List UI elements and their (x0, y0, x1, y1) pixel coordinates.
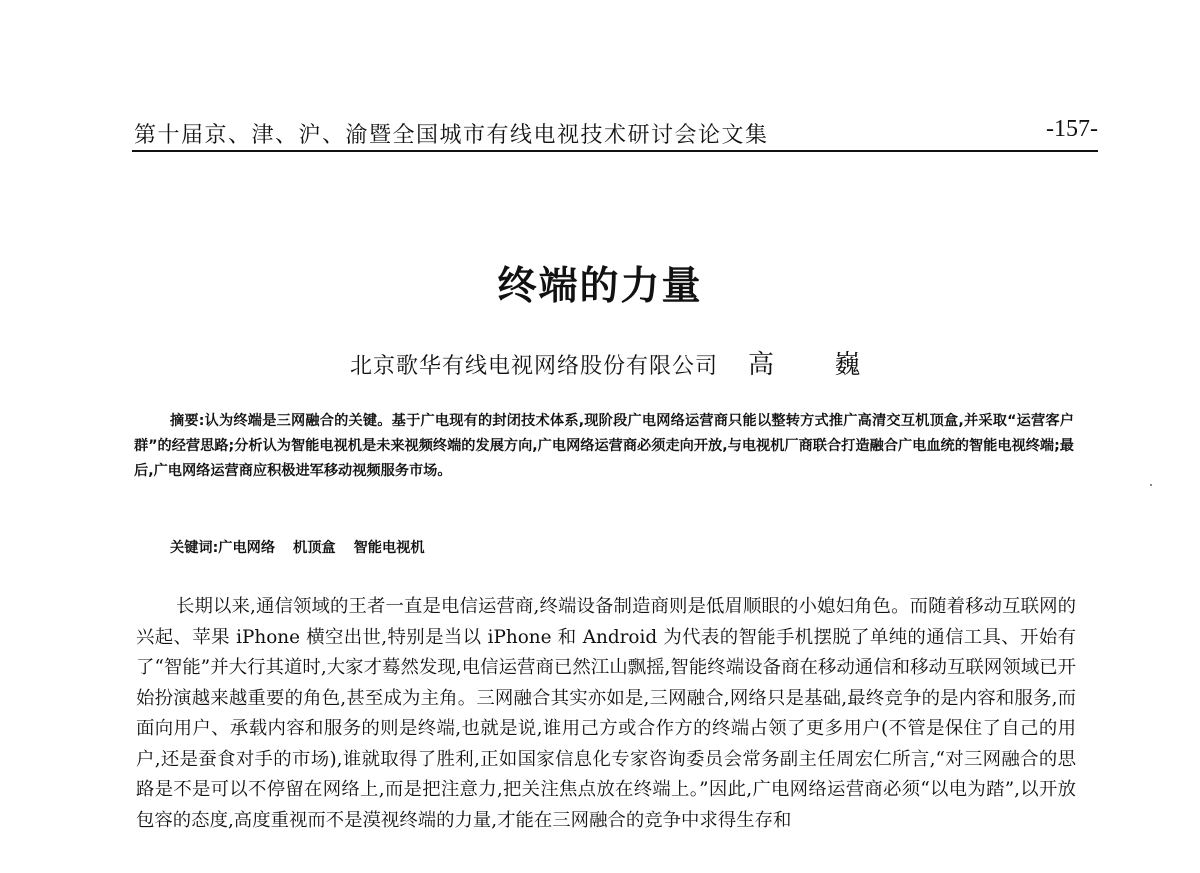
author-name: 高 巍 (748, 350, 887, 380)
article-title: 终端的力量 (497, 264, 703, 309)
keyword: 广电网络 (218, 540, 276, 556)
header-rule (132, 150, 1098, 152)
keyword: 机顶盒 (293, 540, 336, 556)
body-paragraph: 长期以来,通信领域的王者一直是电信运营商,终端设备制造商则是低眉顺眼的小媳妇角色。而随着移动互联网的兴起、苹果 iPhone 横空出世,特别是当以 iPhone 和 Android 为代表的智能手机摆脱了单纯的通信工具、开始有了“智能”并大行其道时,大家才蓦然发现,电信运营商已然江山飘摇,智能终端设备商在移动通信和移动互联网领域已开始扮演越来越重要的角色,甚至成为主角。三网融合其实亦如是,三网融合,网络只是基础,最终竞争的是内容和服务,而面向用户、承载内容和服务的则是终端,也就是说,谁用己方或合作方的终端占领了更多用户(不管是保住了自己的用户,还是蚕食对手的市场),谁就取得了胜利,正如国家信息化专家咨询委员会常务副主任周宏仁所言,“对三网融合的思路是不是可以不停留在网络上,而是把注意力,把关注焦点放在终端上。”因此,广电网络运营商必须“以电为踏”,以开放包容的态度,高度重视而不是漠视终端的力量,才能在三网融合的竞争中求得生存和 (136, 596, 1076, 831)
scan-speck (1150, 484, 1152, 486)
keyword: 智能电视机 (353, 540, 425, 556)
page-number: -157- (1046, 116, 1098, 142)
proceedings-title: 第十届京、津、沪、渝暨全国城市有线电视技术研讨会论文集 (134, 123, 769, 148)
keywords-label: 关键词: (170, 540, 219, 556)
author-organization: 北京歌华有线电视网络股份有限公司 (350, 354, 719, 379)
byline (350, 344, 886, 381)
abstract: 摘要:认为终端是三网融合的关键。基于广电现有的封闭技术体系,现阶段广电网络运营商只能以整转方式推广高清交互机顶盒,并采取“运营客户群”的经营思路;分析认为智能电视机是未来视频终端的发展方向,广电网络运营商必须走向开放,与电视机厂商联合打造融合广电血统的智能电视终端;最后,广电网络运营商应积极进军移动视频服务市场。 (134, 413, 1074, 479)
running-header (132, 114, 1098, 150)
keywords (170, 537, 443, 557)
